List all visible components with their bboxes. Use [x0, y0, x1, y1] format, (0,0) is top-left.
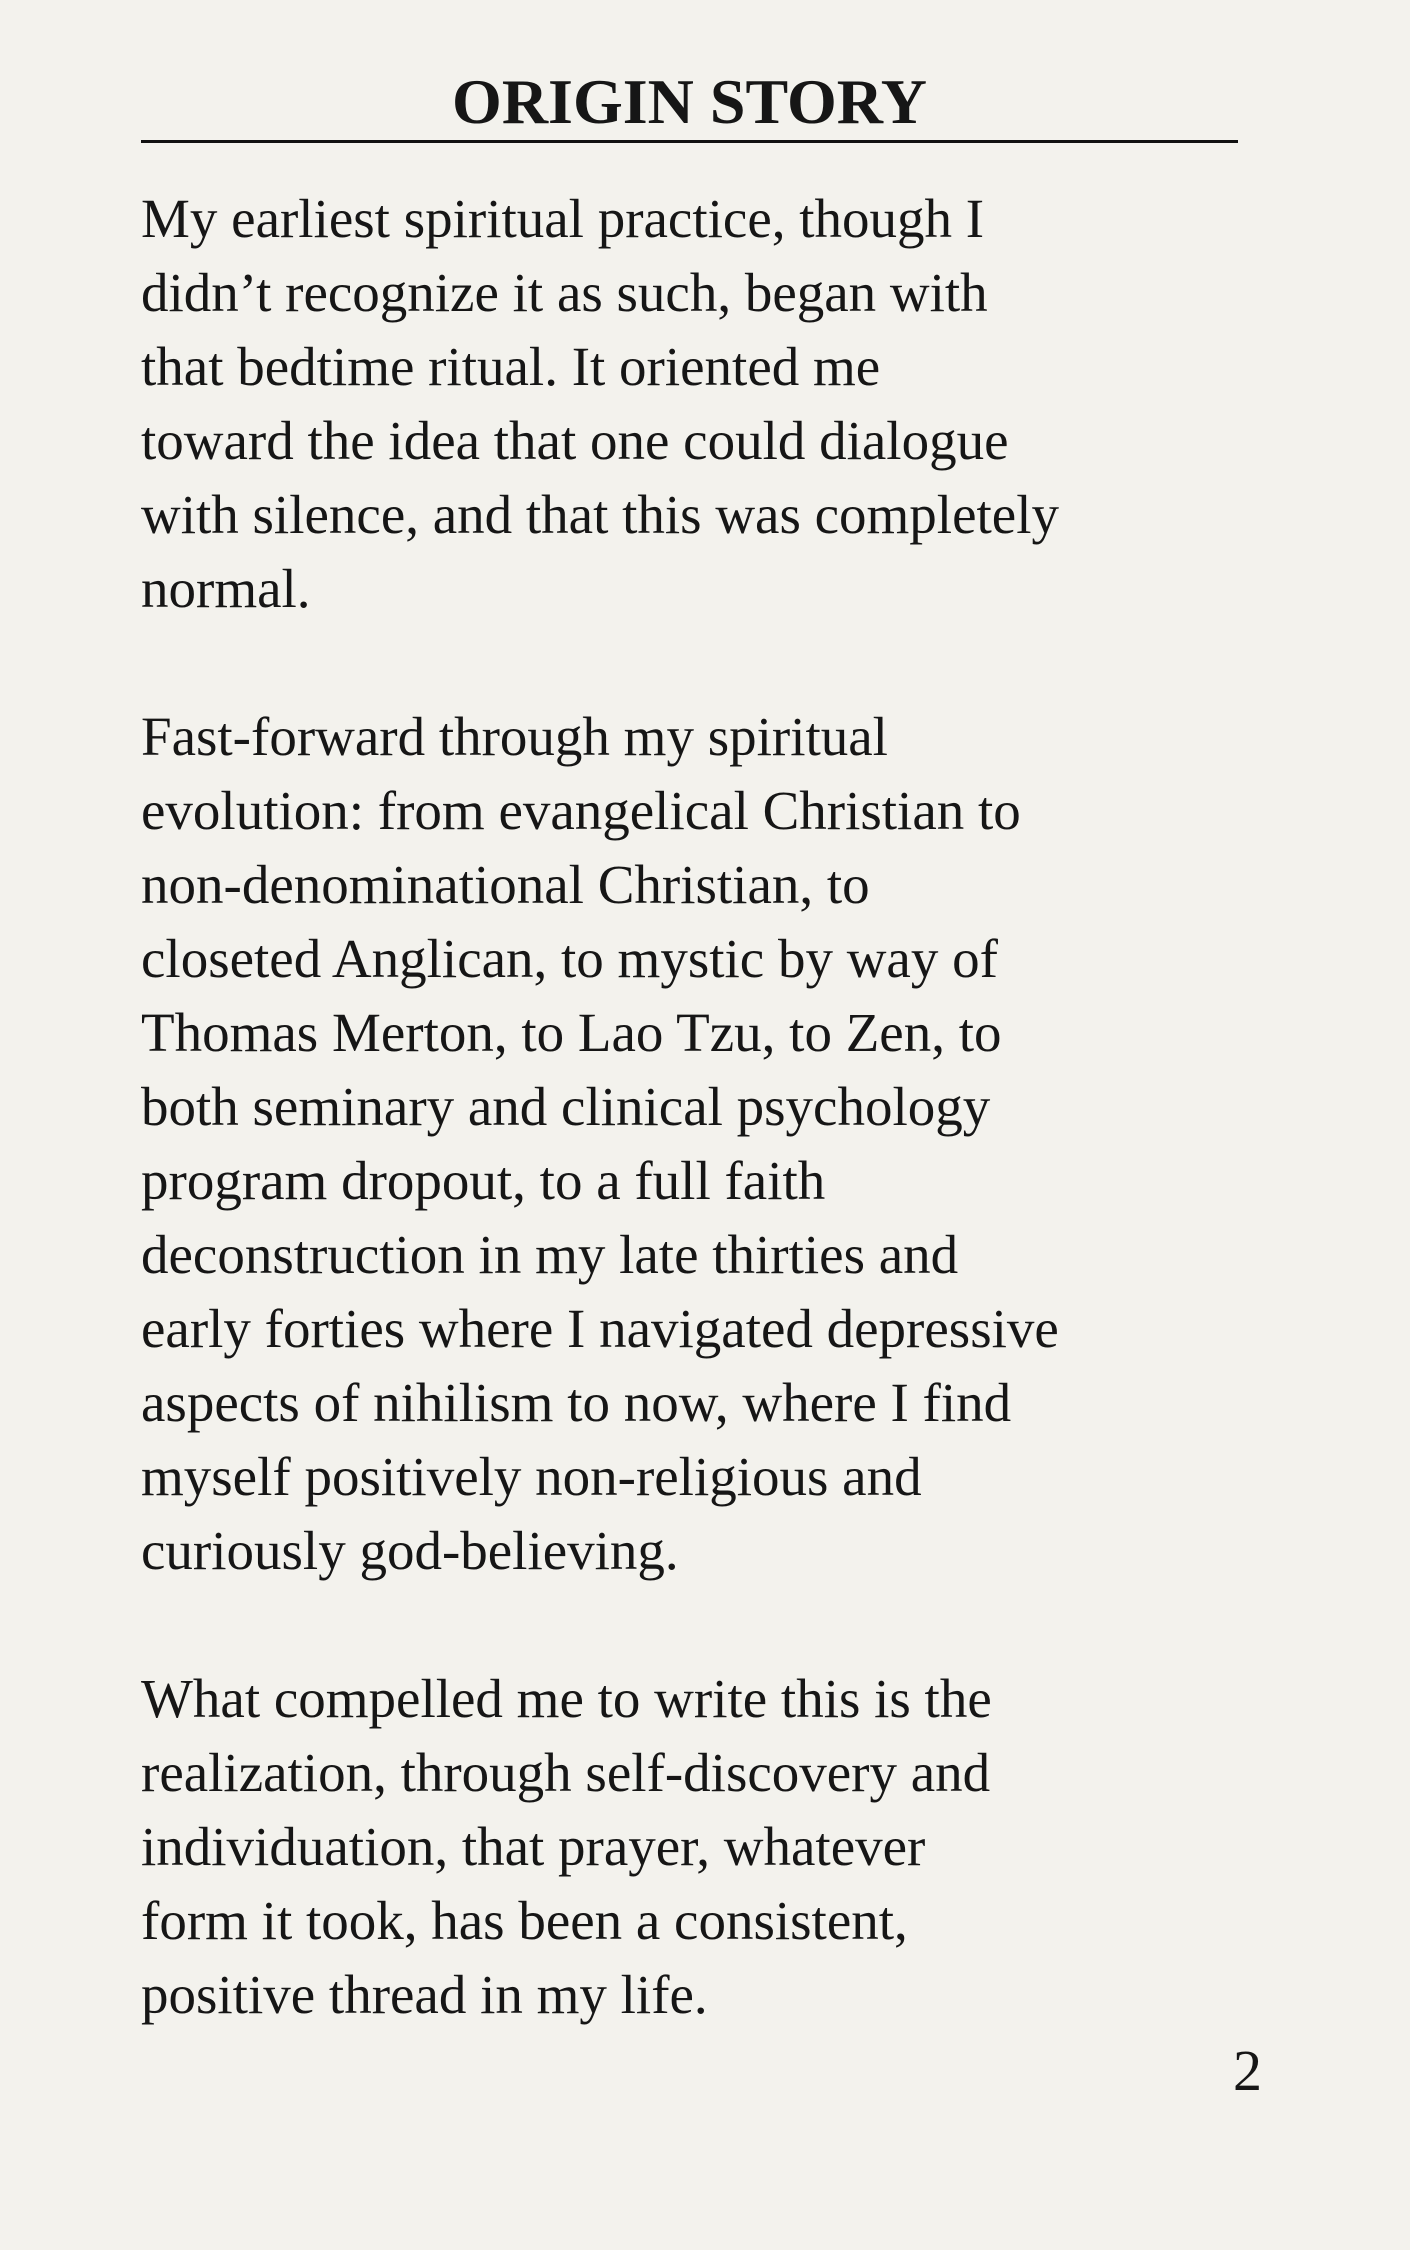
text-line: normal.: [141, 558, 311, 619]
paragraph-2: [141, 700, 1271, 1588]
text-line: evolution: from evangelical Christian to: [141, 780, 1021, 841]
text-line: aspects of nihilism to now, where I find: [141, 1372, 1012, 1433]
text-line: closeted Anglican, to mystic by way of: [141, 928, 998, 989]
text-line: non-denominational Christian, to: [141, 854, 870, 915]
text-line: toward the idea that one could dialogue: [141, 410, 1009, 471]
text-line: realization, through self-discovery and: [141, 1742, 991, 1803]
text-line: deconstruction in my late thirties and: [141, 1224, 959, 1285]
book-page: [141, 0, 1271, 2250]
text-line: What compelled me to write this is the: [141, 1668, 992, 1729]
title-underline: [141, 140, 1238, 143]
text-line: positive thread in my life.: [141, 1964, 708, 2025]
text-line: with silence, and that this was completely: [141, 484, 1059, 545]
body-text: [141, 182, 1271, 2106]
text-line: that bedtime ritual. It oriented me: [141, 336, 881, 397]
text-line: early forties where I navigated depressive: [141, 1298, 1059, 1359]
text-line: form it took, has been a consistent,: [141, 1890, 908, 1951]
text-line: myself positively non-religious and: [141, 1446, 922, 1507]
text-line: Thomas Merton, to Lao Tzu, to Zen, to: [141, 1002, 1002, 1063]
page-number: 2: [1233, 2038, 1262, 2103]
text-line: program dropout, to a full faith: [141, 1150, 826, 1211]
paragraph-1: [141, 182, 1271, 626]
text-line: didn’t recognize it as such, began with: [141, 262, 988, 323]
text-line: curiously god-believing.: [141, 1520, 679, 1581]
text-line: Fast-forward through my spiritual: [141, 706, 888, 767]
text-line: My earliest spiritual practice, though I: [141, 188, 985, 249]
section-title: ORIGIN STORY: [452, 66, 927, 137]
text-line: both seminary and clinical psychology: [141, 1076, 991, 1137]
text-line: individuation, that prayer, whatever: [141, 1816, 926, 1877]
paragraph-3: [141, 1662, 1271, 2032]
